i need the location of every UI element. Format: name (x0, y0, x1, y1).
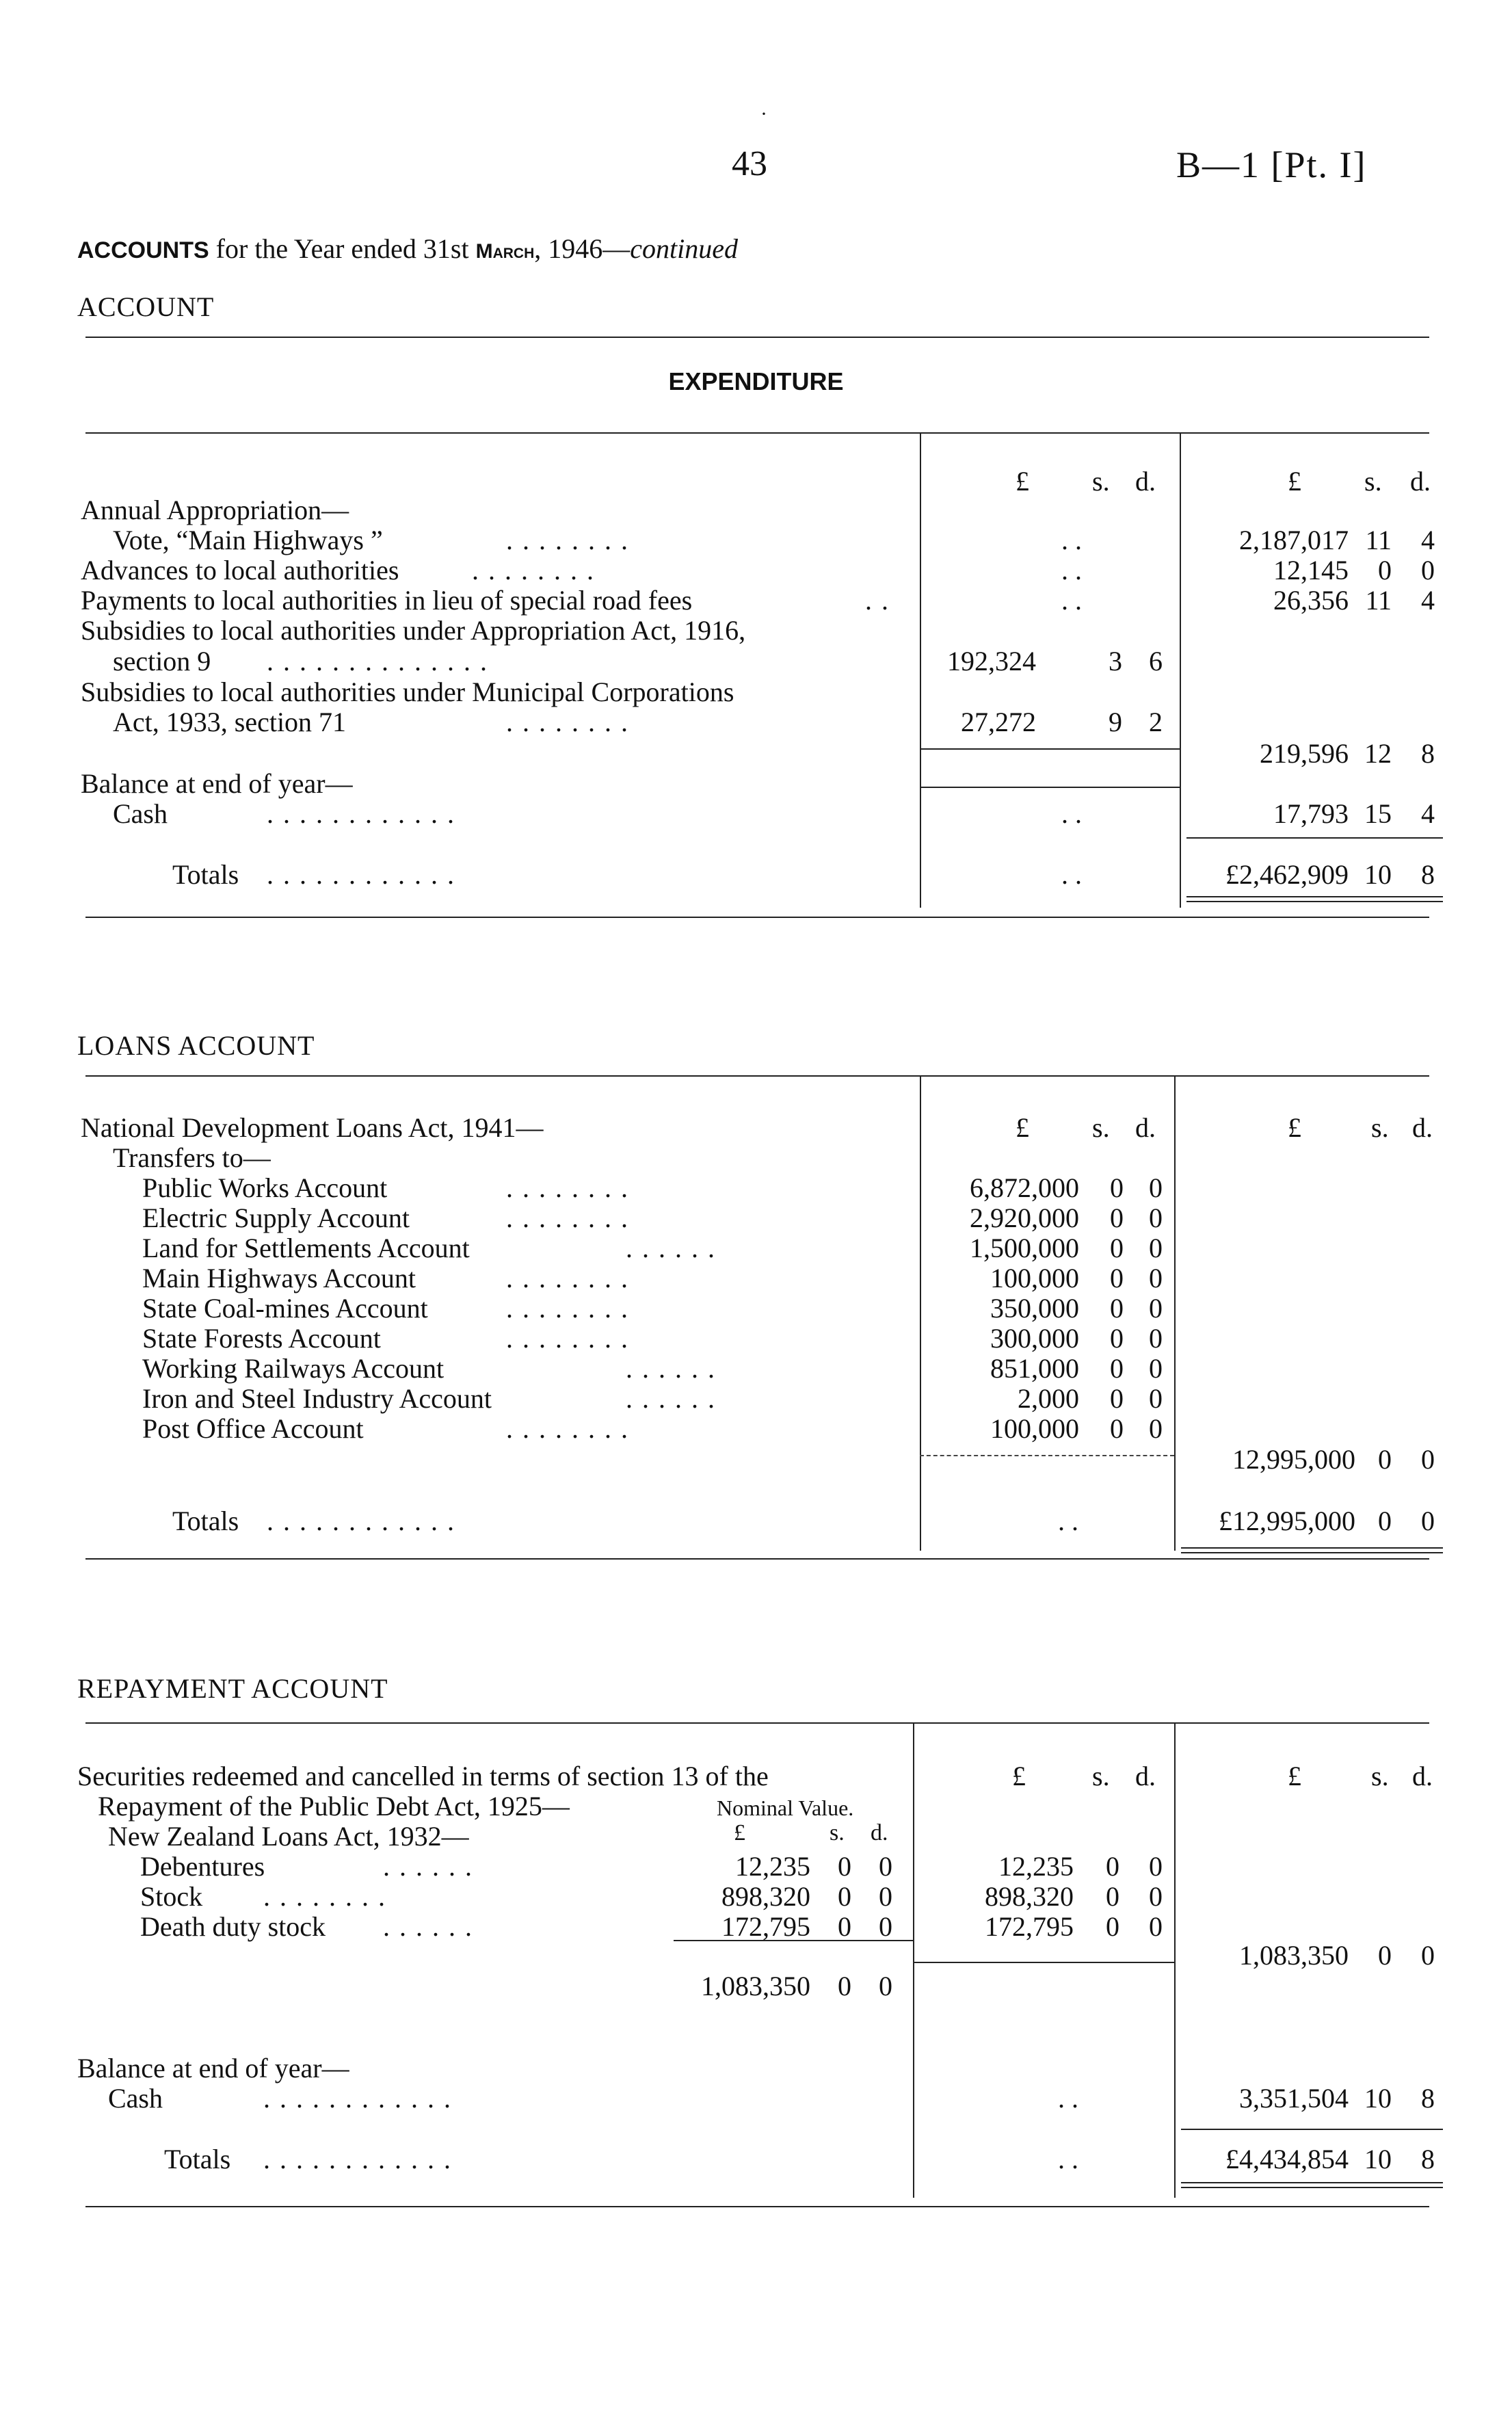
s3-row-1-leader: . . . . . . . . (263, 1881, 386, 1912)
s3-hdr-d: d. (1412, 1761, 1433, 1791)
s3-row-1-nominal-pence: 0 (879, 1881, 892, 1912)
s3-row-0-shillings: 0 (1106, 1851, 1119, 1882)
s2-row-3-label: Main Highways Account (142, 1263, 416, 1293)
s2-totals-leader: . . . . . . . . . . . . (267, 1506, 455, 1536)
s1-row-5-label: section 9 (113, 646, 211, 676)
s1-row-7-mid-pence: 2 (1149, 707, 1163, 737)
s3-totals-top-rule (1181, 2129, 1443, 2130)
s1-row-1-pounds: 2,187,017 (1239, 525, 1349, 555)
s1-totals-pounds: £2,462,909 (1225, 859, 1349, 890)
s1-hdr-s: s. (1364, 466, 1382, 497)
s1-totals-leader: . . . . . . . . . . . . (267, 859, 455, 890)
s1-totals-mid-dots: . . (1061, 859, 1082, 890)
s1-row-8-shillings: 12 (1364, 738, 1392, 769)
s3-nsum-shillings: 0 (838, 1971, 851, 2001)
s2-row-4-pence: 0 (1149, 1293, 1163, 1324)
s1-row-2-label: Advances to local authorities (81, 555, 399, 586)
s1-row-1-leader: . . . . . . . . (506, 525, 629, 555)
s2-sum-pence: 0 (1421, 1444, 1435, 1475)
s2-row-0-leader: . . . . . . . . (506, 1172, 629, 1203)
section3-title: REPAYMENT ACCOUNT (77, 1673, 388, 1704)
s3-totals-leader: . . . . . . . . . . . . (263, 2144, 452, 2174)
s2-row-5-shillings: 0 (1110, 1323, 1124, 1354)
s2-row-3-leader: . . . . . . . . (506, 1263, 629, 1293)
s3-row-1-pounds: 898,320 (985, 1881, 1074, 1912)
s3-row-1-pence: 0 (1149, 1881, 1163, 1912)
s3-totals-pounds: £4,434,854 (1225, 2144, 1349, 2174)
s3-row-0-leader: . . . . . . (383, 1851, 473, 1882)
s1-totals-pence: 8 (1421, 859, 1435, 890)
s1-row-10-label: Cash (113, 798, 168, 829)
section2-title: LOANS ACCOUNT (77, 1030, 315, 1061)
s2-row-7-pounds: 2,000 (1018, 1383, 1079, 1414)
s2-row-4-pounds: 350,000 (990, 1293, 1079, 1324)
s1-row-10-shillings: 15 (1364, 798, 1392, 829)
s3-row-2-nominal-shillings: 0 (838, 1911, 851, 1942)
s2-hdr-mid-s: s. (1092, 1112, 1110, 1143)
s1-row-2-shillings: 0 (1378, 555, 1392, 586)
s2-row-4-label: State Coal-mines Account (142, 1293, 428, 1324)
heading-italic: continued (630, 233, 738, 264)
s2-row-5-leader: . . . . . . . . (506, 1323, 629, 1354)
s3-sum-pounds: 1,083,350 (1239, 1940, 1349, 1971)
s1-row-7-mid-pounds: 27,272 (961, 707, 1036, 737)
s1-row-1-shillings: 11 (1365, 525, 1392, 555)
s3-row-1-shillings: 0 (1106, 1881, 1119, 1912)
s3-nhdr-s: s. (830, 1820, 845, 1845)
s2-row-0-shillings: 0 (1110, 1172, 1124, 1203)
s3-totals-double-rule (1181, 2182, 1443, 2188)
s1-row-8-pence: 8 (1421, 738, 1435, 769)
s2-row-2-pounds: 1,500,000 (970, 1233, 1079, 1263)
s2-row-1-shillings: 0 (1110, 1203, 1124, 1233)
s2-row-4-shillings: 0 (1110, 1293, 1124, 1324)
heading-post: , 1946— (534, 233, 631, 264)
s3-nominal-rule (674, 1940, 913, 1941)
s2-row-6-leader: . . . . . . (626, 1353, 716, 1384)
s2-row-0-pence: 0 (1149, 1172, 1163, 1203)
s3-row-1-nominal-shillings: 0 (838, 1881, 851, 1912)
s1-row-10-mid-dots: . . (1061, 798, 1082, 829)
s1-row-3-pence: 4 (1421, 585, 1435, 616)
s3-nhdr-pound: £ (734, 1820, 745, 1845)
heading-bold: ACCOUNTS (77, 237, 209, 263)
s2-row-8-leader: . . . . . . . . (506, 1413, 629, 1444)
s3-row-0-pence: 0 (1149, 1851, 1163, 1882)
s3-act: New Zealand Loans Act, 1932— (108, 1821, 469, 1852)
s2-row-6-shillings: 0 (1110, 1353, 1124, 1384)
s2-row-7-pence: 0 (1149, 1383, 1163, 1414)
s2-row-2-pence: 0 (1149, 1233, 1163, 1263)
s2-row-8-pence: 0 (1149, 1413, 1163, 1444)
s1-row-10-leader: . . . . . . . . . . . . (267, 798, 455, 829)
s1-row-1-mid-dots: . . (1061, 525, 1082, 555)
s1-mid-subtotal-rule (920, 748, 1180, 750)
s2-row-1-pounds: 2,920,000 (970, 1203, 1079, 1233)
s1-row-3-pounds: 26,356 (1273, 585, 1349, 616)
s2-hdr-mid-pound: £ (1016, 1112, 1029, 1143)
s2-hdr-mid-d: d. (1135, 1112, 1156, 1143)
s1-row-3-shillings: 11 (1365, 585, 1392, 616)
s2-row-2-label: Land for Settlements Account (142, 1233, 470, 1263)
s2-sum-shillings: 0 (1378, 1444, 1392, 1475)
s3-hdr-mid-d: d. (1135, 1761, 1156, 1791)
s2-hdr-s: s. (1371, 1112, 1389, 1143)
s3-cash-leader: . . . . . . . . . . . . (263, 2083, 452, 2114)
s3-cash-label: Cash (108, 2083, 163, 2114)
s2-row-2-shillings: 0 (1110, 1233, 1124, 1263)
s2-subtotal-rule (920, 1455, 1174, 1456)
s2-row-7-label: Iron and Steel Industry Account (142, 1383, 492, 1414)
s3-row-2-label: Death duty stock (140, 1911, 326, 1942)
heading-pre: for the Year ended 31st (209, 233, 476, 264)
s1-mid-rule (920, 787, 1180, 788)
s3-hdr-mid-pound: £ (1012, 1761, 1026, 1791)
s2-row-2-leader: . . . . . . (626, 1233, 716, 1263)
s1-row-7-label: Act, 1933, section 71 (113, 707, 347, 737)
document-reference: B—1 [Pt. I] (1176, 144, 1367, 185)
s1-row-2-mid-dots: . . (1061, 555, 1082, 586)
s1-row-7-mid-shillings: 9 (1109, 707, 1122, 737)
s3-cash-mid-dots: . . (1058, 2083, 1078, 2114)
s1-hdr-mid-s: s. (1092, 466, 1110, 497)
s2-hdr-pound: £ (1288, 1112, 1301, 1143)
s3-row-2-leader: . . . . . . (383, 1911, 473, 1942)
s2-row-3-pence: 0 (1149, 1263, 1163, 1293)
s1-row-5-mid-pounds: 192,324 (947, 646, 1036, 676)
s3-intro1: Securities redeemed and cancelled in terms of section 13 of the (77, 1761, 769, 1791)
s3-cash-pence: 8 (1421, 2083, 1435, 2114)
s2-sub: Transfers to— (113, 1142, 271, 1173)
page-number: 43 (732, 144, 767, 183)
s1-row-2-pounds: 12,145 (1273, 555, 1349, 586)
s2-row-5-label: State Forests Account (142, 1323, 381, 1354)
s2-row-5-pence: 0 (1149, 1323, 1163, 1354)
heading-month: March (475, 240, 535, 263)
s3-hdr-s: s. (1371, 1761, 1389, 1791)
s2-totals-label: Totals (172, 1506, 239, 1536)
s2-row-6-pounds: 851,000 (990, 1353, 1079, 1384)
s3-intro2: Repayment of the Public Debt Act, 1925— (98, 1791, 570, 1822)
s2-row-8-shillings: 0 (1110, 1413, 1124, 1444)
s1-row-3-label: Payments to local authorities in lieu of special road fees (81, 585, 693, 616)
s3-cash-shillings: 10 (1364, 2083, 1392, 2114)
s1-row-2-leader: . . . . . . . . (472, 555, 595, 586)
s2-row-8-label: Post Office Account (142, 1413, 364, 1444)
s1-row-7-leader: . . . . . . . . (506, 707, 629, 737)
page-dot: · (760, 103, 767, 125)
s1-row-3-mid-dots: . . (1061, 585, 1082, 616)
s1-totals-shillings: 10 (1364, 859, 1392, 890)
s1-row-1-label: Vote, “Main Highways ” (113, 525, 383, 555)
s1-row-9-label: Balance at end of year— (81, 768, 353, 799)
s1-row-0-label: Annual Appropriation— (81, 495, 349, 525)
s1-row-5-leader: . . . . . . . . . . . . . . (267, 646, 488, 676)
s1-totals-top-rule (1186, 837, 1443, 839)
s2-row-8-pounds: 100,000 (990, 1413, 1079, 1444)
s2-row-1-leader: . . . . . . . . (506, 1203, 629, 1233)
s1-totals-double-rule (1186, 896, 1443, 902)
s3-row-2-nominal-pounds: 172,795 (721, 1911, 810, 1942)
s2-row-7-shillings: 0 (1110, 1383, 1124, 1414)
s3-totals-shillings: 10 (1364, 2144, 1392, 2174)
s3-sum-pence: 0 (1421, 1940, 1435, 1971)
page-heading (77, 233, 738, 265)
s3-sum-shillings: 0 (1378, 1940, 1392, 1971)
section1-subtitle: EXPENDITURE (668, 367, 844, 395)
s3-totals-mid-dots: . . (1058, 2144, 1078, 2174)
s3-balance: Balance at end of year— (77, 2053, 349, 2084)
s3-nsum-pence: 0 (879, 1971, 892, 2001)
s3-row-2-shillings: 0 (1106, 1911, 1119, 1942)
s3-nsum-pounds: 1,083,350 (701, 1971, 810, 2001)
s3-nominal-header: Nominal Value. (717, 1796, 854, 1820)
s3-cash-pounds: 3,351,504 (1239, 2083, 1349, 2114)
s3-totals-label: Totals (164, 2144, 231, 2174)
s2-sum-pounds: 12,995,000 (1232, 1444, 1355, 1475)
s1-row-6-label: Subsidies to local authorities under Municipal Corporations (81, 676, 734, 707)
s1-row-5-mid-shillings: 3 (1109, 646, 1122, 676)
s3-row-0-nominal-shillings: 0 (838, 1851, 851, 1882)
s2-totals-pence: 0 (1421, 1506, 1435, 1536)
s2-row-1-label: Electric Supply Account (142, 1203, 410, 1233)
s1-row-8-pounds: 219,596 (1260, 738, 1349, 769)
s2-row-4-leader: . . . . . . . . (506, 1293, 629, 1324)
s2-totals-shillings: 0 (1378, 1506, 1392, 1536)
s2-row-3-shillings: 0 (1110, 1263, 1124, 1293)
s3-totals-pence: 8 (1421, 2144, 1435, 2174)
s1-row-5-mid-pence: 6 (1149, 646, 1163, 676)
s2-row-0-pounds: 6,872,000 (970, 1172, 1079, 1203)
s2-row-3-pounds: 100,000 (990, 1263, 1079, 1293)
s2-totals-pounds: £12,995,000 (1219, 1506, 1355, 1536)
s3-nhdr-d: d. (871, 1820, 888, 1845)
s2-totals-double-rule (1181, 1547, 1443, 1553)
s1-hdr-d: d. (1410, 466, 1431, 497)
s2-row-6-label: Working Railways Account (142, 1353, 445, 1384)
s1-row-1-pence: 4 (1421, 525, 1435, 555)
s1-row-2-pence: 0 (1421, 555, 1435, 586)
s2-row-1-pence: 0 (1149, 1203, 1163, 1233)
s1-row-3-leader: . . (865, 585, 890, 616)
s1-hdr-mid-pound: £ (1016, 466, 1029, 497)
s3-row-0-nominal-pounds: 12,235 (735, 1851, 810, 1882)
s2-row-0-label: Public Works Account (142, 1172, 388, 1203)
s3-row-0-label: Debentures (140, 1851, 265, 1882)
s3-row-1-label: Stock (140, 1881, 203, 1912)
s2-hdr-d: d. (1412, 1112, 1433, 1143)
s2-intro: National Development Loans Act, 1941— (81, 1112, 544, 1143)
s3-mid-rule (913, 1962, 1174, 1963)
s1-hdr-pound: £ (1288, 466, 1301, 497)
s2-row-5-pounds: 300,000 (990, 1323, 1079, 1354)
s1-row-10-pounds: 17,793 (1273, 798, 1349, 829)
s1-totals-label: Totals (172, 859, 239, 890)
s3-row-2-nominal-pence: 0 (879, 1911, 892, 1942)
section1-title: ACCOUNT (77, 291, 215, 322)
s3-row-0-pounds: 12,235 (998, 1851, 1074, 1882)
s2-totals-mid-dots: . . (1058, 1506, 1078, 1536)
s3-row-2-pounds: 172,795 (985, 1911, 1074, 1942)
s3-hdr-pound: £ (1288, 1761, 1301, 1791)
s3-row-1-nominal-pounds: 898,320 (721, 1881, 810, 1912)
s1-row-4-label: Subsidies to local authorities under Appropriation Act, 1916, (81, 615, 746, 646)
s1-row-10-pence: 4 (1421, 798, 1435, 829)
s2-row-7-leader: . . . . . . (626, 1383, 716, 1414)
s3-hdr-mid-s: s. (1092, 1761, 1110, 1791)
s3-row-0-nominal-pence: 0 (879, 1851, 892, 1882)
s2-row-6-pence: 0 (1149, 1353, 1163, 1384)
s3-row-2-pence: 0 (1149, 1911, 1163, 1942)
s1-hdr-mid-d: d. (1135, 466, 1156, 497)
